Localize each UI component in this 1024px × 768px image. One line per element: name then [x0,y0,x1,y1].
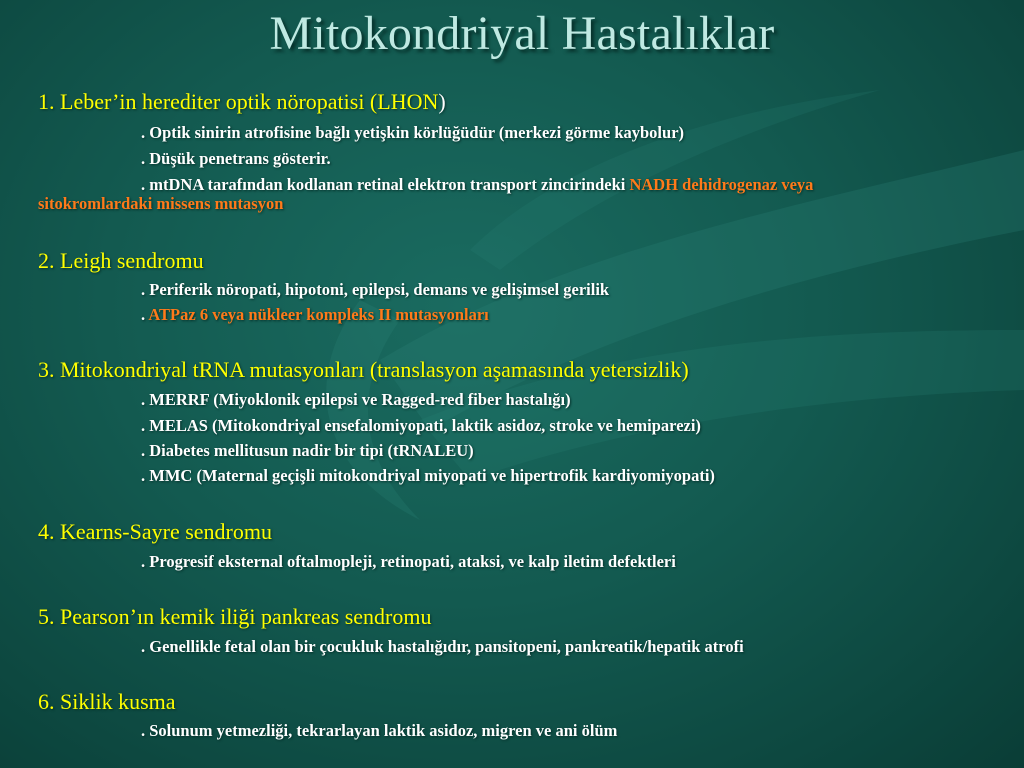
section-heading-leigh: 2. Leigh sendromu [38,248,204,273]
section-heading-siklik-kusma: 6. Siklik kusma [38,689,176,714]
heading-text: 1. Leber’in herediter optik nöropatisi (LHON [38,89,439,114]
highlight-text: ATPaz 6 veya nükleer kompleks II mutasyonları [148,305,489,324]
list-item: . Solunum yetmezliği, tekrarlayan laktik asidoz, migren ve ani ölüm [141,721,618,740]
list-item-leigh-mutation [141,305,489,325]
list-item: . Genellikle fetal olan bir çocukluk hastalığıdır, pansitopeni, pankreatik/hepatik atrofi [141,637,744,656]
list-item: . Optik sinirin atrofisine bağlı yetişkin körlüğüdür (merkezi görme kaybolur) [141,123,685,142]
section-heading-pearson: 5. Pearson’ın kemik iliği pankreas sendromu [38,604,432,629]
section-heading-trna: 3. Mitokondriyal tRNA mutasyonları (translasyon aşamasında yetersizlik) [38,357,689,382]
list-item: . MERRF (Miyoklonik epilepsi ve Ragged-red fiber hastalığı) [141,390,571,409]
list-item-lhon-mutation [141,175,813,195]
list-item-continuation: sitokromlardaki missens mutasyon [38,194,284,213]
slide-title: Mitokondriyal Hastalıklar [269,7,775,60]
list-item: . Diabetes mellitusun nadir bir tipi (tRNALEU) [141,441,474,460]
list-item: . Düşük penetrans gösterir. [141,149,331,168]
list-item: . MMC (Maternal geçişli mitokondriyal miyopati ve hipertrofik kardiyomiyopati) [141,466,715,485]
section-heading-lhon [38,89,446,115]
item-text: . mtDNA tarafından kodlanan retinal elektron transport zincirindeki [141,175,630,194]
item-text: . [141,305,149,324]
highlight-text: NADH dehidrogenaz veya [629,175,814,194]
list-item: . MELAS (Mitokondriyal ensefalomiyopati, laktik asidoz, stroke ve hemiparezi) [141,416,701,435]
list-item: . Progresif eksternal oftalmopleji, retinopati, ataksi, ve kalp iletim defektleri [141,552,676,571]
list-item: . Periferik nöropati, hipotoni, epilepsi, demans ve gelişimsel gerilik [141,280,610,299]
heading-close-paren: ) [438,89,446,114]
section-heading-kearns-sayre: 4. Kearns-Sayre sendromu [38,519,272,544]
